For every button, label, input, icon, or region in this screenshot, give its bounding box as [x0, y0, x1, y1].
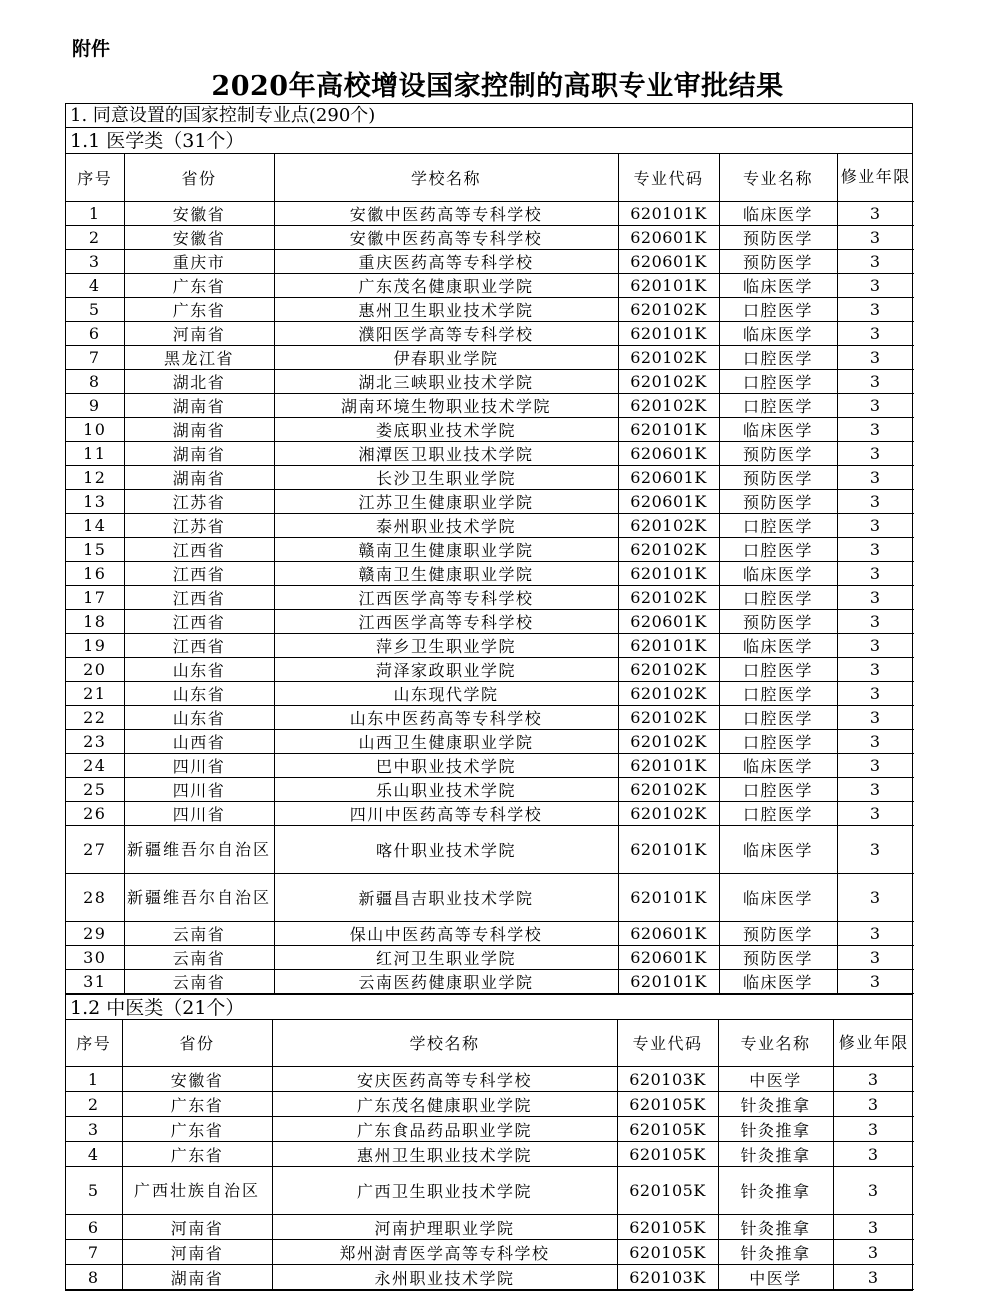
row-province: 四川省: [124, 777, 274, 801]
row-years: 3: [837, 633, 914, 657]
table-row: [66, 273, 914, 297]
table-row: [66, 417, 914, 441]
row-index: 2: [66, 225, 124, 249]
row-years: 3: [837, 297, 914, 321]
row-code: 620601K: [618, 609, 719, 633]
row-years: 3: [837, 657, 914, 681]
row-school: 伊春职业学院: [274, 345, 618, 369]
row-province: 广东省: [124, 297, 274, 321]
table-row: [66, 873, 914, 921]
row-major: 临床医学: [719, 417, 837, 441]
row-years: 3: [837, 321, 914, 345]
row-major: 口腔医学: [719, 705, 837, 729]
row-code: 620102K: [618, 657, 719, 681]
row-school: 湘潭医卫职业技术学院: [274, 441, 618, 465]
row-school: 广东茂名健康职业学院: [274, 273, 618, 297]
row-school: 江苏卫生健康职业学院: [274, 489, 618, 513]
row-major: 预防医学: [719, 465, 837, 489]
row-index: 1: [66, 1067, 122, 1092]
row-school: 江西医学高等专科学校: [274, 609, 618, 633]
row-years: 3: [837, 345, 914, 369]
row-years: 3: [837, 513, 914, 537]
row-code: 620102K: [618, 777, 719, 801]
table-row: [66, 1117, 914, 1142]
row-years: 3: [833, 1067, 914, 1092]
table-row: [66, 633, 914, 657]
row-major: 临床医学: [719, 969, 837, 993]
row-index: 22: [66, 705, 124, 729]
row-school: 广东食品药品职业学院: [272, 1117, 617, 1142]
row-code: 620103K: [617, 1265, 718, 1290]
row-index: 6: [66, 321, 124, 345]
col-header-school: 学校名称: [274, 154, 618, 201]
row-major: 口腔医学: [719, 801, 837, 825]
row-major: 临床医学: [719, 633, 837, 657]
row-code: 620601K: [618, 441, 719, 465]
col-header-province: 省份: [122, 1020, 272, 1067]
row-major: 预防医学: [719, 225, 837, 249]
row-province: 湖南省: [122, 1265, 272, 1290]
col-header-code: 专业代码: [617, 1020, 718, 1067]
col-header-code: 专业代码: [618, 154, 719, 201]
page-title: 2020年高校增设国家控制的高职专业审批结果: [211, 71, 784, 102]
row-index: 23: [66, 729, 124, 753]
table-row: [66, 609, 914, 633]
row-index: 16: [66, 561, 124, 585]
row-index: 17: [66, 585, 124, 609]
row-code: 620101K: [618, 753, 719, 777]
section-main-heading: 1. 同意设置的国家控制专业点(290个): [66, 104, 912, 128]
row-code: 620101K: [618, 825, 719, 873]
col-header-index: 序号: [66, 154, 124, 201]
row-school: 广东茂名健康职业学院: [272, 1092, 617, 1117]
row-index: 5: [66, 1167, 122, 1215]
row-school: 安徽中医药高等专科学校: [274, 225, 618, 249]
row-province: 四川省: [124, 801, 274, 825]
row-school: 萍乡卫生职业学院: [274, 633, 618, 657]
row-school: 安徽中医药高等专科学校: [274, 201, 618, 225]
row-major: 口腔医学: [719, 297, 837, 321]
row-school: 新疆昌吉职业技术学院: [274, 873, 618, 921]
row-years: 3: [837, 369, 914, 393]
row-code: 620105K: [617, 1215, 718, 1240]
row-province: 广东省: [122, 1117, 272, 1142]
row-major: 临床医学: [719, 561, 837, 585]
row-major: 预防医学: [719, 921, 837, 945]
row-years: 3: [833, 1215, 914, 1240]
row-index: 19: [66, 633, 124, 657]
row-index: 3: [66, 249, 124, 273]
row-years: 3: [833, 1117, 914, 1142]
row-index: 29: [66, 921, 124, 945]
results-sheet: [65, 103, 913, 1291]
row-major: 中医学: [718, 1067, 833, 1092]
row-years: 3: [837, 537, 914, 561]
row-years: 3: [837, 441, 914, 465]
row-years: 3: [837, 705, 914, 729]
table-row: [66, 1215, 914, 1240]
row-index: 28: [66, 873, 124, 921]
row-index: 8: [66, 369, 124, 393]
row-code: 620102K: [618, 297, 719, 321]
row-years: 3: [837, 873, 914, 921]
row-school: 云南医药健康职业学院: [274, 969, 618, 993]
row-major: 口腔医学: [719, 585, 837, 609]
row-years: 3: [837, 201, 914, 225]
medicine-table-body: [66, 201, 914, 993]
row-province: 江西省: [124, 585, 274, 609]
row-province: 江西省: [124, 561, 274, 585]
row-code: 620101K: [618, 873, 719, 921]
row-school: 赣南卫生健康职业学院: [274, 537, 618, 561]
row-school: 保山中医药高等专科学校: [274, 921, 618, 945]
row-province: 安徽省: [122, 1067, 272, 1092]
row-school: 泰州职业技术学院: [274, 513, 618, 537]
row-major: 预防医学: [719, 249, 837, 273]
row-code: 620601K: [618, 465, 719, 489]
row-school: 广西卫生职业技术学院: [272, 1167, 617, 1215]
row-index: 15: [66, 537, 124, 561]
row-years: 3: [837, 273, 914, 297]
row-index: 25: [66, 777, 124, 801]
row-code: 620102K: [618, 393, 719, 417]
row-code: 620102K: [618, 345, 719, 369]
table-row: [66, 441, 914, 465]
row-code: 620102K: [618, 513, 719, 537]
row-index: 26: [66, 801, 124, 825]
row-years: 3: [837, 801, 914, 825]
col-header-province: 省份: [124, 154, 274, 201]
col-header-years: 修业年限: [833, 1020, 914, 1067]
row-code: 620101K: [618, 417, 719, 441]
table-row: [66, 1167, 914, 1215]
row-major: 临床医学: [719, 873, 837, 921]
row-index: 2: [66, 1092, 122, 1117]
row-province: 安徽省: [124, 201, 274, 225]
row-years: 3: [837, 681, 914, 705]
section-tcm-heading: 1.2 中医类（21个）: [66, 994, 912, 1020]
row-index: 4: [66, 273, 124, 297]
row-years: 3: [837, 945, 914, 969]
table-row: [66, 201, 914, 225]
row-province: 山东省: [124, 657, 274, 681]
row-years: 3: [837, 825, 914, 873]
table-row: [66, 345, 914, 369]
row-province: 新疆维吾尔自治区: [124, 825, 274, 873]
row-years: 3: [837, 561, 914, 585]
row-province: 山东省: [124, 681, 274, 705]
row-school: 四川中医药高等专科学校: [274, 801, 618, 825]
table-header-row: [66, 154, 914, 201]
row-index: 7: [66, 1240, 122, 1265]
row-province: 湖北省: [124, 369, 274, 393]
row-index: 9: [66, 393, 124, 417]
row-code: 620102K: [618, 801, 719, 825]
row-index: 1: [66, 201, 124, 225]
table-row: [66, 1142, 914, 1167]
row-years: 3: [837, 609, 914, 633]
row-province: 广西壮族自治区: [122, 1167, 272, 1215]
row-code: 620102K: [618, 369, 719, 393]
row-major: 针灸推拿: [718, 1167, 833, 1215]
row-major: 口腔医学: [719, 537, 837, 561]
table-header-row: [66, 1020, 914, 1067]
row-years: 3: [833, 1092, 914, 1117]
row-school: 惠州卫生职业技术学院: [274, 297, 618, 321]
row-province: 云南省: [124, 969, 274, 993]
table-row: [66, 465, 914, 489]
row-province: 四川省: [124, 753, 274, 777]
row-index: 18: [66, 609, 124, 633]
row-school: 长沙卫生职业学院: [274, 465, 618, 489]
row-code: 620601K: [618, 921, 719, 945]
row-years: 3: [833, 1265, 914, 1290]
row-years: 3: [837, 969, 914, 993]
row-major: 口腔医学: [719, 513, 837, 537]
table-row: [66, 585, 914, 609]
table-row: [66, 681, 914, 705]
row-province: 云南省: [124, 945, 274, 969]
row-major: 临床医学: [719, 201, 837, 225]
row-major: 针灸推拿: [718, 1215, 833, 1240]
row-index: 11: [66, 441, 124, 465]
col-header-index: 序号: [66, 1020, 122, 1067]
row-province: 江苏省: [124, 489, 274, 513]
row-province: 湖南省: [124, 393, 274, 417]
row-major: 口腔医学: [719, 777, 837, 801]
row-years: 3: [837, 249, 914, 273]
row-major: 针灸推拿: [718, 1142, 833, 1167]
row-code: 620103K: [617, 1067, 718, 1092]
table-row: [66, 753, 914, 777]
row-index: 30: [66, 945, 124, 969]
row-code: 620102K: [618, 729, 719, 753]
row-major: 预防医学: [719, 489, 837, 513]
row-index: 14: [66, 513, 124, 537]
table-row: [66, 825, 914, 873]
row-province: 广东省: [124, 273, 274, 297]
row-school: 巴中职业技术学院: [274, 753, 618, 777]
row-years: 3: [833, 1167, 914, 1215]
row-years: 3: [837, 777, 914, 801]
row-major: 针灸推拿: [718, 1092, 833, 1117]
table-row: [66, 1240, 914, 1265]
row-index: 13: [66, 489, 124, 513]
row-code: 620101K: [618, 633, 719, 657]
table-row: [66, 561, 914, 585]
row-province: 湖南省: [124, 465, 274, 489]
row-code: 620102K: [618, 537, 719, 561]
row-years: 3: [833, 1142, 914, 1167]
tcm-table-body: [66, 1067, 914, 1290]
table-row: [66, 321, 914, 345]
col-header-major: 专业名称: [719, 154, 837, 201]
row-province: 江西省: [124, 609, 274, 633]
row-major: 针灸推拿: [718, 1240, 833, 1265]
row-code: 620101K: [618, 321, 719, 345]
row-code: 620102K: [618, 585, 719, 609]
row-index: 6: [66, 1215, 122, 1240]
row-province: 云南省: [124, 921, 274, 945]
row-school: 濮阳医学高等专科学校: [274, 321, 618, 345]
row-code: 620102K: [618, 681, 719, 705]
row-school: 赣南卫生健康职业学院: [274, 561, 618, 585]
row-province: 江西省: [124, 537, 274, 561]
section-medicine-heading: 1.1 医学类（31个）: [66, 128, 912, 154]
row-school: 郑州澍青医学高等专科学校: [272, 1240, 617, 1265]
row-years: 3: [837, 729, 914, 753]
row-major: 预防医学: [719, 945, 837, 969]
row-school: 山东现代学院: [274, 681, 618, 705]
row-years: 3: [833, 1240, 914, 1265]
row-school: 永州职业技术学院: [272, 1265, 617, 1290]
table-row: [66, 729, 914, 753]
row-major: 口腔医学: [719, 729, 837, 753]
row-index: 3: [66, 1117, 122, 1142]
row-years: 3: [837, 465, 914, 489]
row-code: 620101K: [618, 969, 719, 993]
row-code: 620601K: [618, 249, 719, 273]
row-major: 口腔医学: [719, 345, 837, 369]
row-index: 4: [66, 1142, 122, 1167]
col-header-years: 修业年限: [837, 154, 914, 201]
row-code: 620105K: [617, 1142, 718, 1167]
row-major: 口腔医学: [719, 657, 837, 681]
row-index: 7: [66, 345, 124, 369]
row-province: 新疆维吾尔自治区: [124, 873, 274, 921]
medicine-table: [66, 154, 914, 994]
row-province: 河南省: [122, 1215, 272, 1240]
row-school: 喀什职业技术学院: [274, 825, 618, 873]
row-code: 620101K: [618, 201, 719, 225]
row-province: 重庆市: [124, 249, 274, 273]
table-row: [66, 297, 914, 321]
row-years: 3: [837, 921, 914, 945]
table-row: [66, 393, 914, 417]
row-school: 菏泽家政职业学院: [274, 657, 618, 681]
row-province: 黑龙江省: [124, 345, 274, 369]
row-index: 24: [66, 753, 124, 777]
table-row: [66, 249, 914, 273]
row-years: 3: [837, 489, 914, 513]
table-row: [66, 225, 914, 249]
table-row: [66, 489, 914, 513]
row-index: 21: [66, 681, 124, 705]
table-row: [66, 801, 914, 825]
row-index: 8: [66, 1265, 122, 1290]
row-school: 乐山职业技术学院: [274, 777, 618, 801]
row-code: 620601K: [618, 225, 719, 249]
tcm-table: [66, 1020, 914, 1291]
table-row: [66, 657, 914, 681]
row-code: 620105K: [617, 1240, 718, 1265]
table-row: [66, 777, 914, 801]
row-school: 娄底职业技术学院: [274, 417, 618, 441]
row-code: 620105K: [617, 1167, 718, 1215]
row-code: 620105K: [617, 1092, 718, 1117]
row-code: 620601K: [618, 945, 719, 969]
row-code: 620601K: [618, 489, 719, 513]
row-code: 620101K: [618, 561, 719, 585]
row-years: 3: [837, 225, 914, 249]
attachment-label: 附件: [72, 38, 111, 60]
table-row: [66, 969, 914, 993]
row-major: 临床医学: [719, 825, 837, 873]
row-province: 江苏省: [124, 513, 274, 537]
row-years: 3: [837, 417, 914, 441]
row-major: 预防医学: [719, 609, 837, 633]
col-header-school: 学校名称: [272, 1020, 617, 1067]
row-province: 河南省: [122, 1240, 272, 1265]
row-code: 620105K: [617, 1117, 718, 1142]
row-province: 河南省: [124, 321, 274, 345]
row-major: 临床医学: [719, 753, 837, 777]
table-row: [66, 705, 914, 729]
row-school: 山东中医药高等专科学校: [274, 705, 618, 729]
row-school: 河南护理职业学院: [272, 1215, 617, 1240]
row-school: 惠州卫生职业技术学院: [272, 1142, 617, 1167]
table-row: [66, 1067, 914, 1092]
row-school: 湖南环境生物职业技术学院: [274, 393, 618, 417]
row-years: 3: [837, 753, 914, 777]
row-index: 27: [66, 825, 124, 873]
row-major: 口腔医学: [719, 681, 837, 705]
row-major: 口腔医学: [719, 393, 837, 417]
table-row: [66, 369, 914, 393]
row-major: 中医学: [718, 1265, 833, 1290]
row-years: 3: [837, 585, 914, 609]
row-province: 山西省: [124, 729, 274, 753]
row-province: 广东省: [122, 1092, 272, 1117]
row-index: 31: [66, 969, 124, 993]
row-index: 10: [66, 417, 124, 441]
row-school: 江西医学高等专科学校: [274, 585, 618, 609]
row-index: 12: [66, 465, 124, 489]
row-school: 湖北三峡职业技术学院: [274, 369, 618, 393]
table-row: [66, 513, 914, 537]
table-row: [66, 945, 914, 969]
row-years: 3: [837, 393, 914, 417]
row-major: 预防医学: [719, 441, 837, 465]
table-row: [66, 537, 914, 561]
row-code: 620101K: [618, 273, 719, 297]
row-school: 山西卫生健康职业学院: [274, 729, 618, 753]
row-major: 临床医学: [719, 273, 837, 297]
row-province: 广东省: [122, 1142, 272, 1167]
row-index: 20: [66, 657, 124, 681]
row-major: 针灸推拿: [718, 1117, 833, 1142]
row-province: 湖南省: [124, 441, 274, 465]
col-header-major: 专业名称: [718, 1020, 833, 1067]
row-province: 江西省: [124, 633, 274, 657]
row-school: 红河卫生职业学院: [274, 945, 618, 969]
row-major: 临床医学: [719, 321, 837, 345]
table-row: [66, 921, 914, 945]
row-province: 安徽省: [124, 225, 274, 249]
row-province: 湖南省: [124, 417, 274, 441]
row-school: 安庆医药高等专科学校: [272, 1067, 617, 1092]
table-row: [66, 1092, 914, 1117]
row-code: 620102K: [618, 705, 719, 729]
row-school: 重庆医药高等专科学校: [274, 249, 618, 273]
row-index: 5: [66, 297, 124, 321]
row-major: 口腔医学: [719, 369, 837, 393]
table-row: [66, 1265, 914, 1290]
row-province: 山东省: [124, 705, 274, 729]
